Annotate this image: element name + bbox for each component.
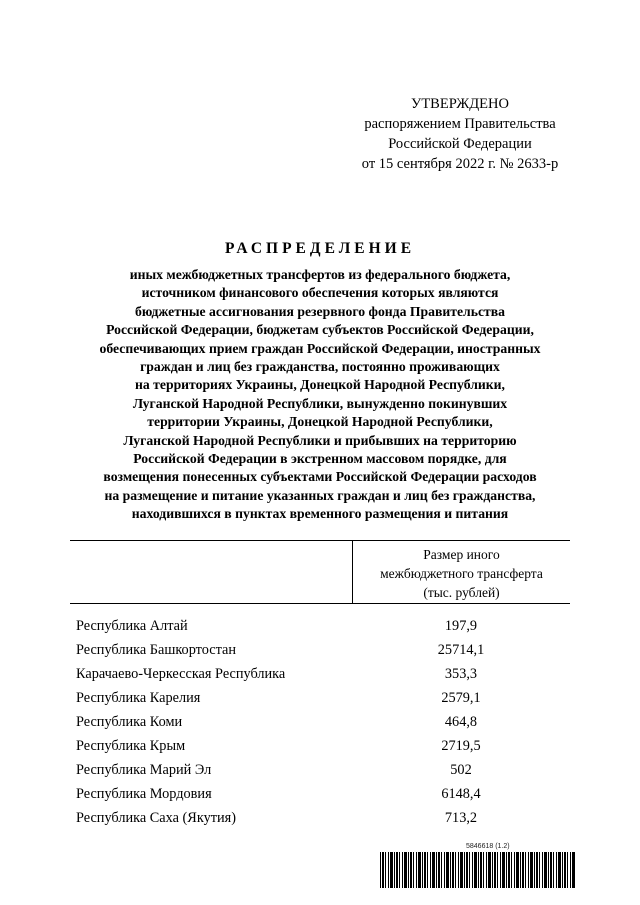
table-row (70, 734, 570, 758)
table-row (70, 662, 570, 686)
transfer-amount: 502 (450, 761, 472, 778)
subtitle-line: на размещение и питание указанных граждан и лиц без гражданства, (104, 487, 536, 503)
subtitle-line: бюджетные ассигнования резервного фонда Правительства (134, 303, 506, 319)
subtitle-line: на территориях Украины, Донецкой Народной Республики, (135, 377, 505, 393)
header-amount-line: (тыс. рублей) (423, 585, 500, 600)
subtitle-line: Российской Федерации, бюджетам субъектов Российской Федерации, (106, 322, 534, 338)
region-name: Республика Крым (76, 737, 186, 754)
transfer-amount: 2579,1 (441, 689, 481, 706)
approval-government-line: Российской Федерации (388, 136, 532, 152)
approval-order-line: распоряжением Правительства (364, 116, 556, 132)
subtitle-line: находившихся в пунктах временного размещения и питания (131, 506, 509, 522)
barcode-number: 5846618 (1.2) (466, 843, 510, 850)
header-amount-line: Размер иного (423, 547, 500, 562)
table-row (70, 758, 570, 782)
table-row (70, 614, 570, 638)
approval-block (330, 94, 590, 174)
table-header (70, 541, 570, 604)
transfer-amount: 353,3 (444, 665, 478, 682)
table-row (70, 806, 570, 830)
subtitle-line: территории Украины, Донецкой Народной Республики, (147, 414, 493, 430)
subtitle-line: Луганской Народной Республики, вынужденно покинувших (132, 395, 508, 411)
header-amount-line: межбюджетного трансферта (380, 566, 543, 581)
region-name: Республика Карелия (76, 689, 201, 706)
transfer-amount: 464,8 (444, 713, 478, 730)
table-row (70, 686, 570, 710)
region-name: Республика Марий Эл (76, 761, 212, 778)
region-name: Республика Алтай (76, 617, 188, 634)
approval-date-number: от 15 сентября 2022 г. № 2633-р (361, 156, 559, 172)
region-name: Республика Башкортостан (76, 641, 236, 658)
region-name: Республика Мордовия (76, 785, 212, 802)
table-row (70, 782, 570, 806)
subtitle-line: граждан и лиц без гражданства, постоянно проживающих (140, 359, 500, 375)
header-amount-cell (353, 541, 570, 603)
subtitle-line: Луганской Народной Республики и прибывших на территорию (123, 432, 517, 448)
distribution-table (70, 540, 570, 830)
region-name: Карачаево-Черкесская Республика (76, 665, 286, 682)
subtitle-line: иных межбюджетных трансфертов из федерального бюджета, (129, 267, 511, 282)
subtitle-line: возмещения понесенных субъектами Российской Федерации расходов (103, 469, 537, 485)
table-body (70, 604, 570, 830)
transfer-amount: 713,2 (444, 809, 478, 826)
region-name: Республика Коми (76, 713, 183, 730)
barcode-image (380, 852, 576, 888)
subtitle-line: Российской Федерации в экстренном массовом порядке, для (133, 451, 507, 467)
subtitle-line: источником финансового обеспечения которых являются (141, 285, 499, 301)
transfer-amount: 6148,4 (441, 785, 481, 802)
table-row (70, 638, 570, 662)
approval-heading: УТВЕРЖДЕНО (411, 96, 509, 112)
transfer-amount: 197,9 (444, 617, 478, 634)
transfer-amount: 25714,1 (437, 641, 485, 658)
document-title: РАСПРЕДЕЛЕНИЕ (224, 240, 416, 257)
transfer-amount: 2719,5 (441, 737, 481, 754)
region-name: Республика Саха (Якутия) (76, 809, 236, 826)
subtitle-line: обеспечивающих прием граждан Российской Федерации, иностранных (99, 340, 541, 356)
document-subtitle (70, 266, 570, 524)
table-row (70, 710, 570, 734)
header-name-cell (70, 541, 353, 603)
